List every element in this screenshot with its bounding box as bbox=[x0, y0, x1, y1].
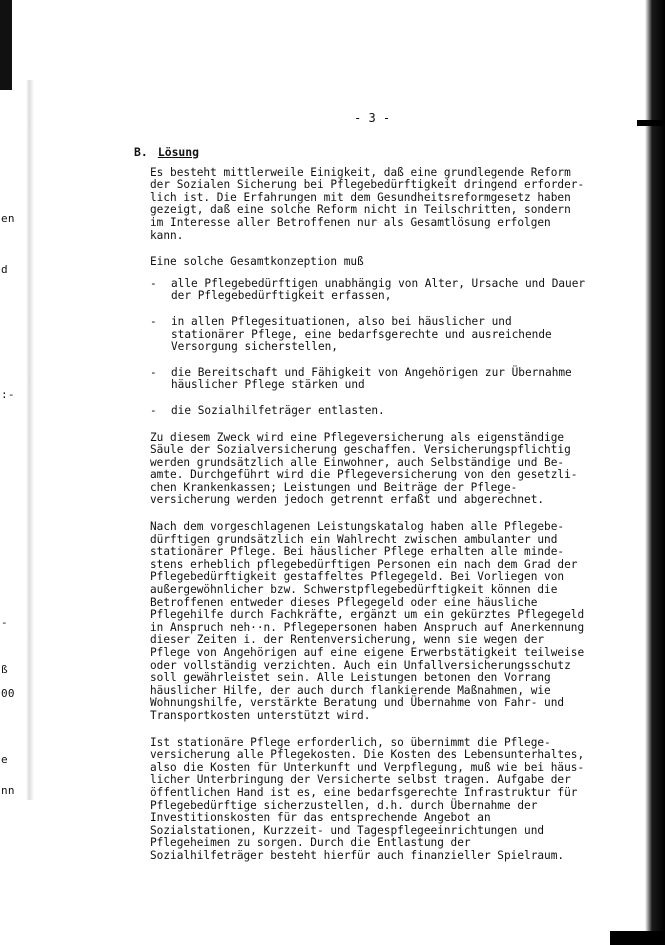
list-item-text: die Sozialhilfeträger entlasten. bbox=[171, 403, 385, 417]
margin-fragment: en bbox=[1, 212, 15, 225]
margin-fragment: e bbox=[1, 753, 8, 766]
margin-fragment: nn bbox=[1, 784, 15, 797]
section-heading bbox=[134, 146, 624, 159]
paragraph-3: Zu diesem Zweck wird eine Pflegeversicherung als eigenständige Säule der Sozialversicherung geschaffen. Versicherungspflichtig werden grundsätzlich alle Einwohner, auch Selbständige und Be- amte. Durchgeführt wird die Pflegeversicherung von den gesetzli- chen Krankenkassen; Leistungen und Beiträge der Pflege- versicherung werden jedoch getrennt erfaßt und abgerechnet. bbox=[150, 430, 578, 507]
margin-fragment: :- bbox=[1, 388, 15, 401]
section-label: B. bbox=[134, 145, 148, 159]
page-number: - 3 - bbox=[354, 111, 391, 125]
document-page bbox=[134, 146, 624, 877]
list-item bbox=[150, 405, 624, 418]
dash-marker: - bbox=[150, 314, 157, 328]
scan-edge-mark bbox=[0, 0, 12, 90]
paragraph-1: Es besteht mittlerweile Einigkeit, daß eine grundlegende Reform der Sozialen Sicherung bei Pflegebedürftigkeit dringend erforder- lich ist. Die Erfahrungen mit dem Gesundheitsreformgesetz haben gezeigt, daß eine solche Reform nicht in Teilschritten, sondern im Interesse aller Betroffenen nur als Gesamtlösung erfolgen kann. bbox=[150, 165, 585, 242]
margin-fragment: ß bbox=[1, 663, 8, 676]
list-item bbox=[150, 278, 624, 303]
list-item bbox=[150, 367, 624, 392]
section-body bbox=[150, 167, 624, 863]
margin-fragment: d bbox=[1, 263, 8, 276]
paragraph-4: Nach dem vorgeschlagenen Leistungskatalog haben alle Pflegebe- dürftigen grundsätzlich ein Wahlrecht zwischen ambulanter und stationärer Pflege. Bei häuslicher Pflege erhalten alle minde- stens erheblich pflegebedürftigen Personen ein nach dem Grad der Pflegebedürftigkeit gestaffeltes Pflegegeld. Bei Vorliegen von außergewöhnlicher bzw. Schwerstpflegebedürftigkeit können die Betroffenen entweder dieses Pflegegeld oder eine häusliche Pflegehilfe durch Fachkräfte, ergänzt um ein gekürztes Pflegegeld in Anspruch neh··n. Pflegepersonen haben Anspruch auf Anerkennung dieser Zeiten i. der Rentenversicherung, wenn sie wegen der Pflege von Angehörigen auf eine eigene Erwerbstätigkeit teilweise oder vollständig verzichten. Auch ein Unfallversicherungsschutz soll gewährleistet sein. Alle Leistungen betonen den Vorrang häuslicher Hilfe, der auch durch flankierende Maßnahmen, wie Wohnungshilfe, verstärkte Beratung und Übernahme von Fahr- und Transportkosten unterstützt wird. bbox=[150, 520, 585, 722]
list-item-text: in allen Pflegesituationen, also bei häuslicher und stationärer Pflege, eine bedarfsgerechte und ausreichende Versorgung sicherstellen, bbox=[171, 314, 552, 354]
requirement-list bbox=[150, 278, 624, 418]
section-title: Lösung bbox=[157, 145, 200, 159]
scan-notch bbox=[637, 120, 665, 126]
scan-shadow bbox=[26, 80, 34, 800]
dash-marker: - bbox=[150, 403, 157, 417]
margin-fragment: - bbox=[1, 616, 8, 629]
paragraph-5: Ist stationäre Pflege erforderlich, so übernimmt die Pflege- versicherung alle Pflegekosten. Die Kosten des Lebensunterhaltes, also die Kosten für Unterkunft und Verpflegung, muß wie bei häus- licher Unterbringung der Versicherte selbst tragen. Aufgabe der öffentlichen Hand ist es, eine bedarfsgerechte Infrastruktur für Pflegebedürftige sicherzustellen, d.h. durch Übernahme der Investitionskosten für das entsprechende Angebot an Sozialstationen, Kurzzeit- und Tagespflegeeinrichtungen und Pflegeheimen zu sorgen. Durch die Entlastung der Sozialhilfeträger besteht hierfür auch finanzieller Spielraum. bbox=[150, 735, 585, 862]
paragraph-2: Eine solche Gesamtkonzeption muß bbox=[150, 255, 364, 269]
right-scan-edge bbox=[645, 0, 665, 945]
left-scan-margin bbox=[0, 0, 32, 945]
list-item-text: alle Pflegebedürftigen unabhängig von Alter, Ursache und Dauer der Pflegebedürftigkeit erfassen, bbox=[171, 276, 586, 303]
bottom-scan-edge bbox=[610, 931, 665, 945]
list-item-text: die Bereitschaft und Fähigkeit von Angehörigen zur Übernahme häuslicher Pflege stärken und bbox=[171, 365, 572, 392]
dash-marker: - bbox=[150, 365, 157, 379]
dash-marker: - bbox=[150, 276, 157, 290]
margin-fragment: 00 bbox=[1, 687, 15, 700]
list-item bbox=[150, 316, 624, 354]
